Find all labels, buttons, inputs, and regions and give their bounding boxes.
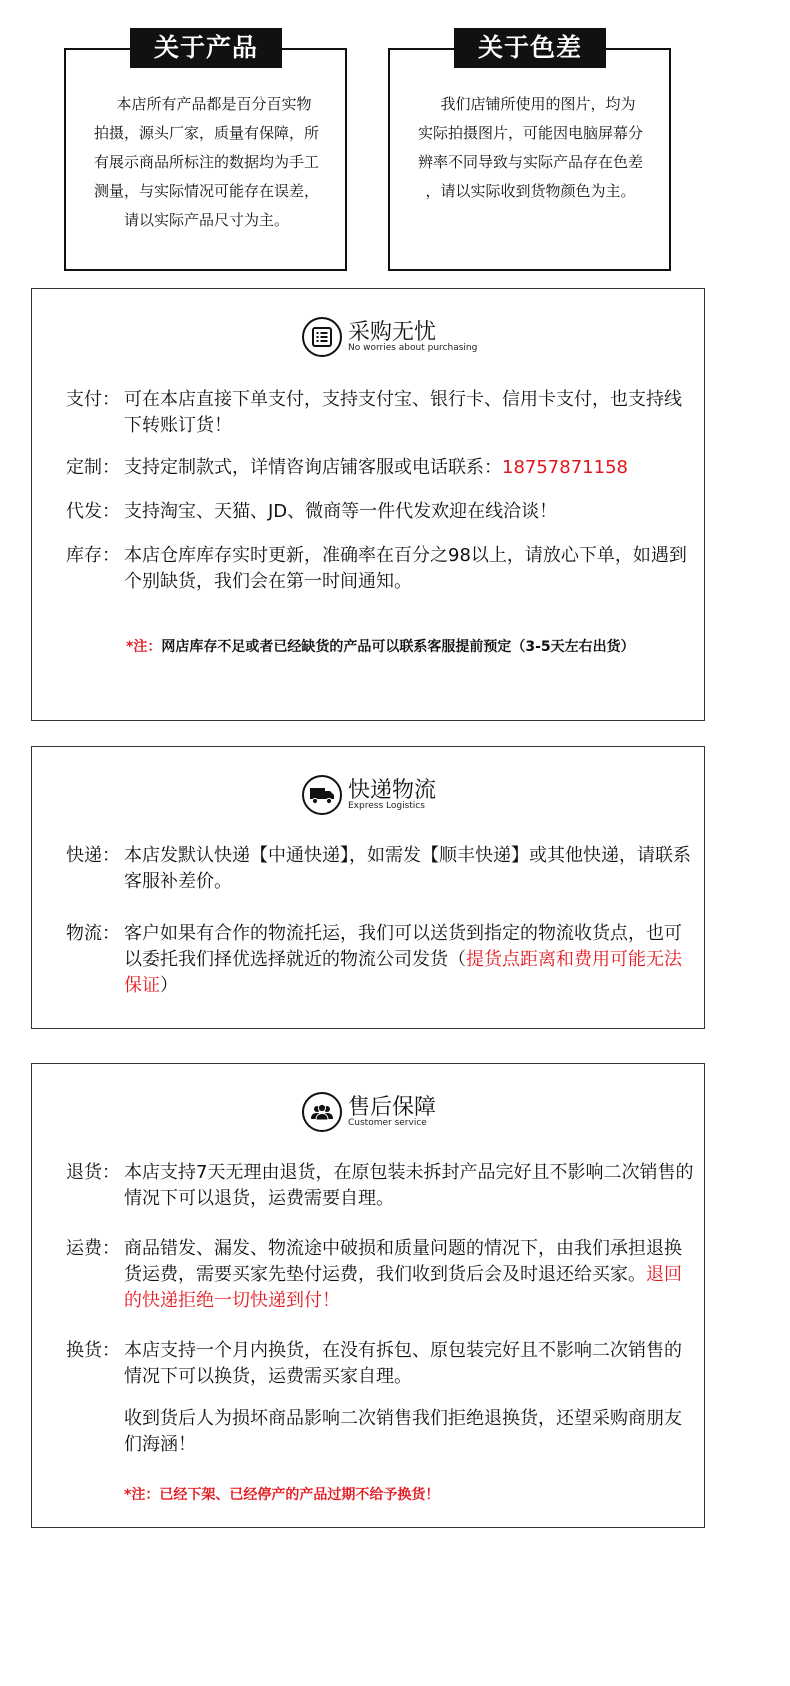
purchase-row-payment	[66, 387, 694, 439]
section-subtitle: Customer service	[348, 1118, 427, 1128]
section-subtitle: No worries about purchasing	[348, 343, 478, 353]
notice-line: 请以实际产品尺寸为主。	[123, 211, 289, 229]
notice-line: 辨率不同导致与实际产品存在色差	[417, 153, 643, 171]
row-text: 本店仓库库存实时更新，准确率在百分之98以上，请放心下单，如遇到个别缺货，我们会在第一时间通知。	[124, 545, 687, 592]
notice-line: 拍摄，源头厂家，质量有保障，所	[93, 124, 319, 142]
row-text: 支持淘宝、天猫、JD、微商等一件代发欢迎在线洽谈！	[124, 501, 558, 522]
notice-line: 本店所有产品都是百分百实物	[116, 95, 312, 113]
notice-product-body	[80, 90, 333, 235]
section-title: 售后保障	[348, 1095, 437, 1120]
row-text: 客户如果有合作的物流托运，我们可以送货到指定的物流收货点，也可以委托我们择优选择就近的物流公司发货（	[124, 923, 682, 970]
notice-color-body	[404, 90, 657, 206]
section-title: 采购无忧	[348, 320, 437, 345]
row-warning: 退回的快递拒绝一切快递到付！	[124, 1264, 682, 1311]
section-logistics	[31, 746, 705, 1029]
aftersale-row-damage	[66, 1406, 694, 1458]
row-label: 运费：	[66, 1238, 120, 1259]
row-label: 退货：	[66, 1162, 120, 1183]
purchase-row-custom	[66, 455, 694, 481]
truck-icon	[302, 775, 342, 815]
list-icon	[302, 317, 342, 357]
notice-line: 实际拍摄图片，可能因电脑屏幕分	[417, 124, 643, 142]
row-text: 支持定制款式，详情咨询店铺客服或电话联系：	[124, 457, 502, 478]
section-purchase-header	[302, 317, 492, 361]
logistics-row-express	[66, 843, 694, 895]
notice-color	[388, 33, 671, 271]
row-text: 商品错发、漏发、物流途中破损和质量问题的情况下，由我们承担退换货运费，需要买家先垫付运费，我们收到货后会及时退还给买家。	[124, 1238, 682, 1285]
purchase-row-stock	[66, 543, 694, 595]
row-label: 定制：	[66, 457, 120, 478]
row-text-end: ）	[160, 975, 178, 996]
notice-color-title: 关于色差	[454, 28, 606, 68]
purchase-row-dropship	[66, 499, 694, 525]
notice-line: 测量，与实际情况可能存在误差，	[93, 182, 319, 200]
aftersale-row-shipping	[66, 1236, 694, 1314]
notice-line: 有展示商品所标注的数据均为手工	[93, 153, 319, 171]
row-text: 收到货后人为损坏商品影响二次销售我们拒绝退换货，还望采购商朋友们海涵！	[124, 1408, 682, 1455]
phone-number[interactable]: 18757871158	[502, 457, 628, 478]
row-label: 库存：	[66, 545, 120, 566]
row-text: 本店支持一个月内换货，在没有拆包、原包装完好且不影响二次销售的情况下可以换货，运费需买家自理。	[124, 1340, 682, 1387]
logistics-row-freight	[66, 921, 694, 999]
section-aftersale	[31, 1063, 705, 1528]
row-label: 物流：	[66, 923, 120, 944]
aftersale-row-return	[66, 1160, 694, 1212]
section-subtitle: Express Logistics	[348, 801, 425, 811]
row-label: 代发：	[66, 501, 120, 522]
row-text: 本店发默认快递【中通快递】，如需发【顺丰快递】或其他快递，请联系客服补差价。	[124, 845, 691, 892]
notice-line: 我们店铺所使用的图片，均为	[440, 95, 636, 113]
row-label: 支付：	[66, 389, 120, 410]
notice-product	[64, 33, 347, 271]
aftersale-note: *注：已经下架、已经停产的产品过期不给予换货！	[124, 1487, 440, 1503]
aftersale-row-exchange	[66, 1338, 694, 1390]
row-text: 本店支持7天无理由退货，在原包装未拆封产品完好且不影响二次销售的情况下可以退货，运费需要自理。	[124, 1162, 694, 1209]
note-prefix: *注：	[126, 639, 162, 655]
customers-icon	[302, 1092, 342, 1132]
notice-product-title: 关于产品	[130, 28, 282, 68]
section-title: 快递物流	[348, 778, 437, 803]
row-text: 可在本店直接下单支付，支持支付宝、银行卡、信用卡支付，也支持线下转账订货！	[124, 389, 682, 436]
section-aftersale-header	[302, 1092, 492, 1136]
note-text: 网店库存不足或者已经缺货的产品可以联系客服提前预定（3-5天左右出货）	[161, 639, 635, 655]
notice-line: ，请以实际收到货物颜色为主。	[425, 182, 636, 200]
section-purchase	[31, 288, 705, 721]
row-warning: 提货点距离和费用可能无法保证	[124, 949, 682, 996]
purchase-note	[126, 636, 635, 656]
row-label: 换货：	[66, 1340, 120, 1361]
section-logistics-header	[302, 775, 492, 819]
row-label: 快递：	[66, 845, 120, 866]
